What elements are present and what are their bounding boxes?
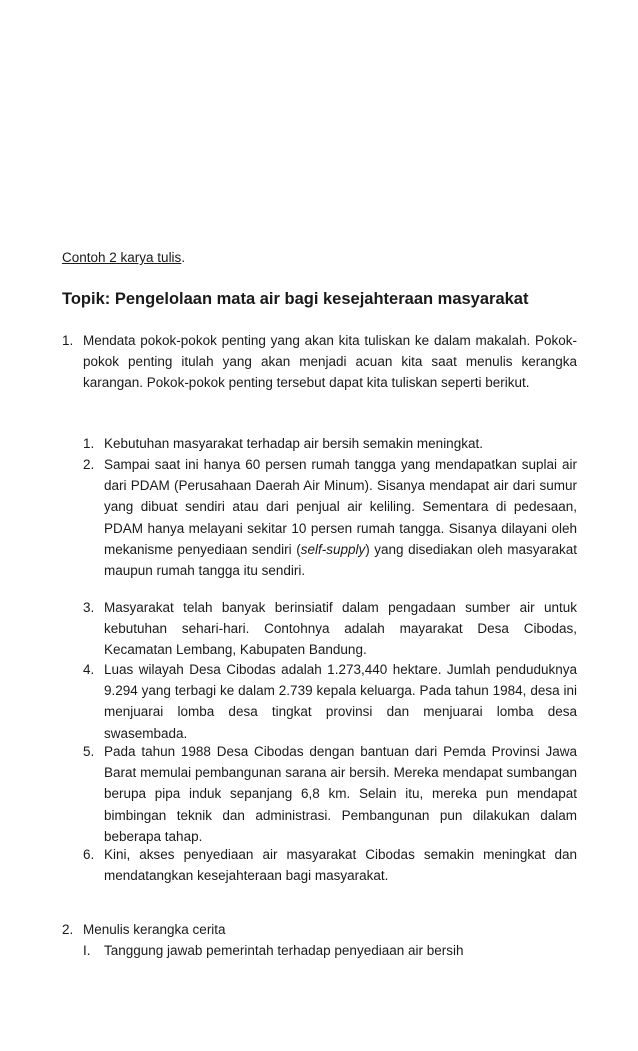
item-6-number: 6.	[83, 847, 95, 862]
item-2-text-a: Sampai saat ini hanya 60 persen rumah tangga yang mendapatkan suplai air dari PDAM (Perusahaan Daerah Air Minum). Sisanya mendapat air dari sumur yang dibuat sendiri atau dari penjual air keliling. Sementara di pedesaan, PDAM hanya melayani sekitar 10 persen rumah tangga. Sisanya dilayani oleh mekanisme penyediaan sendiri (	[104, 457, 577, 557]
item-3-number: 3.	[83, 600, 95, 615]
example-heading-suffix: .	[181, 250, 186, 265]
item-1-number: 1.	[83, 436, 95, 451]
example-heading-text: Contoh 2 karya tulis	[62, 250, 182, 265]
section-1-text: Mendata pokok-pokok penting yang akan kita tuliskan ke dalam makalah. Pokok-pokok penting itulah yang akan menjadi acuan kita saat menulis kerangka karangan. Pokok-pokok penting tersebut dapat kita tuliskan seperti berikut.	[83, 333, 577, 391]
section-2-text: Menulis kerangka cerita	[83, 922, 226, 937]
topic-title: Topik: Pengelolaan mata air bagi kesejahteraan masyarakat	[62, 290, 529, 308]
item-6-text: Kini, akses penyediaan air masyarakat Cibodas semakin meningkat dan mendatangkan kesejahteraan bagi masyarakat.	[104, 847, 577, 884]
item-2-number: 2.	[83, 457, 95, 472]
section-1-number: 1.	[62, 333, 74, 348]
item-4-text: Luas wilayah Desa Cibodas adalah 1.273,440 hektare. Jumlah penduduknya 9.294 yang terbagi ke dalam 2.739 kepala keluarga. Pada tahun 1984, desa ini menjuarai lomba desa tingkat provinsi dan menjuarai lomba desa swasembada.	[104, 662, 577, 741]
item-2-text	[104, 454, 577, 581]
sub-item-i-text: Tanggung jawab pemerintah terhadap penyediaan air bersih	[104, 943, 464, 958]
item-5-text: Pada tahun 1988 Desa Cibodas dengan bantuan dari Pemda Provinsi Jawa Barat memulai pembangunan sarana air bersih. Mereka mendapat sumbangan berupa pipa induk sepanjang 6,8 km. Selain itu, mereka pun mendapat bimbingan teknik dan administrasi. Pembangunan pun dilakukan dalam beberapa tahap.	[104, 744, 577, 844]
item-2-text-b: ) yang disediakan oleh masyarakat maupun rumah tangga itu sendiri.	[104, 541, 577, 579]
item-4-number: 4.	[83, 662, 95, 677]
item-5-number: 5.	[83, 744, 95, 759]
example-heading	[62, 249, 185, 267]
sub-item-i-number: I.	[83, 943, 91, 958]
item-3-text: Masyarakat telah banyak berinsiatif dalam pengadaan sumber air untuk kebutuhan sehari-hari. Contohnya adalah mayarakat Desa Cibodas, Kecamatan Lembang, Kabupaten Bandung.	[104, 600, 577, 658]
item-2-italic: self-supply	[300, 541, 366, 557]
section-2-number: 2.	[62, 922, 74, 937]
item-1-text: Kebutuhan masyarakat terhadap air bersih semakin meningkat.	[104, 436, 483, 451]
